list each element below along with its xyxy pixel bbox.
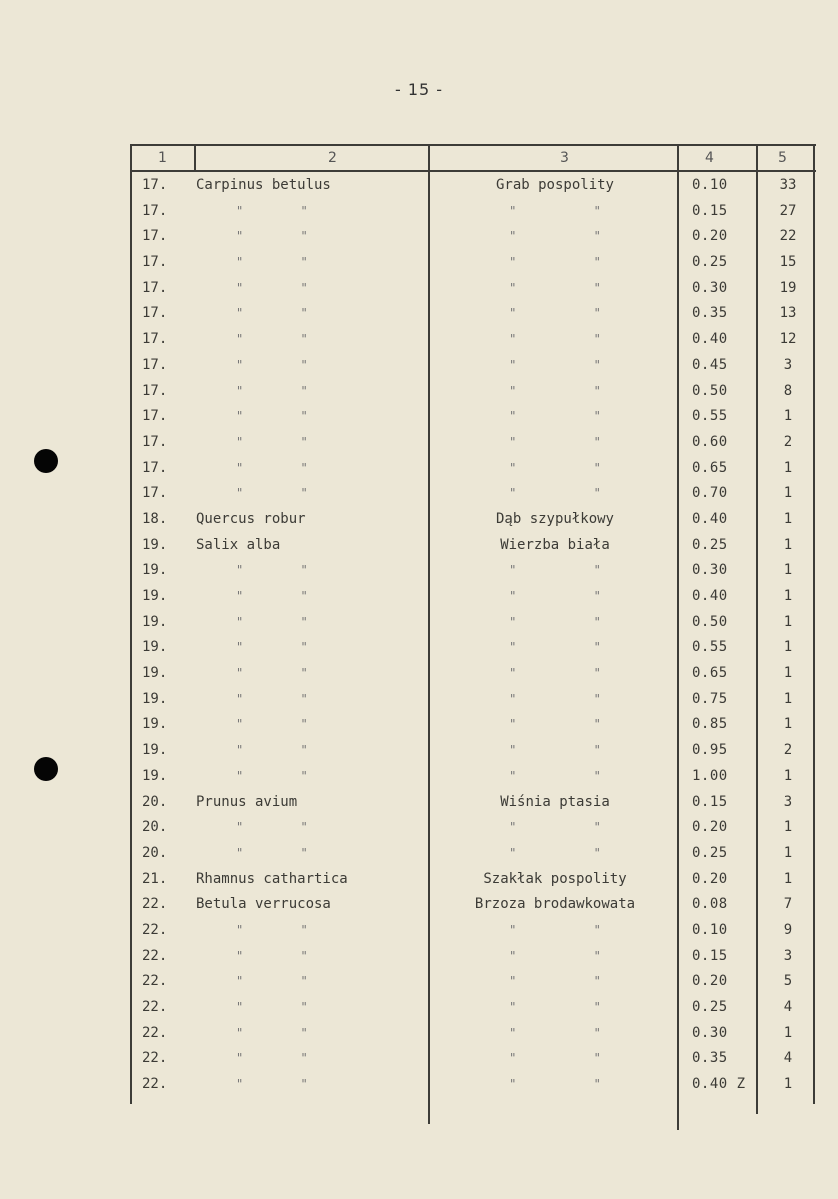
row-number-cell: 17. bbox=[142, 382, 168, 399]
count-cell: 1 bbox=[783, 613, 793, 630]
latin-name-cell: Salix alba bbox=[196, 536, 281, 553]
diameter-cell: 0.75 bbox=[692, 690, 728, 707]
polish-name-ditto-cell: " " bbox=[509, 922, 601, 937]
row-number-cell: 19. bbox=[142, 665, 168, 682]
latin-name-cell: Betula verrucosa bbox=[196, 896, 331, 913]
column-header-4: 4 bbox=[705, 150, 714, 166]
polish-name-ditto-cell: " " bbox=[509, 486, 601, 501]
diameter-cell: 0.35 bbox=[692, 305, 728, 322]
count-cell: 7 bbox=[783, 896, 793, 913]
polish-name-ditto-cell: " " bbox=[509, 357, 601, 372]
diameter-cell: 0.20 bbox=[692, 819, 728, 836]
latin-name-ditto-cell: " " bbox=[236, 486, 308, 501]
diameter-cell: 0.40 bbox=[692, 331, 728, 348]
latin-name-ditto-cell: " " bbox=[236, 691, 308, 706]
row-number-cell: 20. bbox=[142, 844, 168, 861]
count-cell: 1 bbox=[783, 536, 793, 553]
polish-name-ditto-cell: " " bbox=[509, 332, 601, 347]
polish-name-ditto-cell: " " bbox=[509, 691, 601, 706]
table-row bbox=[0, 481, 838, 507]
table-row bbox=[0, 995, 838, 1021]
row-number-cell: 22. bbox=[142, 921, 168, 938]
row-number-cell: 19. bbox=[142, 613, 168, 630]
polish-name-cell: Brzoza brodawkowata bbox=[474, 896, 636, 913]
count-cell: 1 bbox=[783, 844, 793, 861]
count-cell: 19 bbox=[779, 279, 797, 296]
count-cell: 22 bbox=[779, 228, 797, 245]
table-top-border bbox=[130, 144, 816, 146]
count-cell: 1 bbox=[783, 665, 793, 682]
count-cell: 9 bbox=[783, 921, 793, 938]
latin-name-ditto-cell: " " bbox=[236, 922, 308, 937]
latin-name-ditto-cell: " " bbox=[236, 357, 308, 372]
table-row bbox=[0, 507, 838, 533]
latin-name-ditto-cell: " " bbox=[236, 820, 308, 835]
table-row bbox=[0, 456, 838, 482]
count-cell: 1 bbox=[783, 408, 793, 425]
polish-name-cell: Grab pospolity bbox=[495, 177, 614, 193]
latin-name-ditto-cell: " " bbox=[236, 434, 308, 449]
diameter-cell: 0.15 bbox=[692, 202, 728, 219]
latin-name-ditto-cell: " " bbox=[236, 666, 308, 681]
latin-name-ditto-cell: " " bbox=[236, 743, 308, 758]
table-row bbox=[0, 533, 838, 559]
polish-name-ditto-cell: " " bbox=[509, 383, 601, 398]
row-number-cell: 18. bbox=[142, 510, 168, 527]
column-header-1: 1 bbox=[158, 150, 167, 166]
diameter-cell: 0.50 bbox=[692, 382, 728, 399]
polish-name-ditto-cell: " " bbox=[509, 1025, 601, 1040]
row-number-cell: 17. bbox=[142, 228, 168, 245]
diameter-cell: 0.25 bbox=[692, 254, 728, 271]
diameter-cell: 0.08 bbox=[692, 896, 728, 913]
row-number-cell: 19. bbox=[142, 742, 168, 759]
diameter-cell: 0.70 bbox=[692, 485, 728, 502]
latin-name-ditto-cell: " " bbox=[236, 589, 308, 603]
latin-name-cell: Quercus robur bbox=[196, 510, 306, 527]
diameter-cell: 0.55 bbox=[692, 639, 728, 656]
table-row bbox=[0, 1021, 838, 1047]
row-number-cell: 22. bbox=[142, 896, 168, 913]
count-cell: 2 bbox=[783, 742, 793, 759]
table-row bbox=[0, 404, 838, 430]
polish-name-ditto-cell: " " bbox=[509, 229, 601, 244]
diameter-cell: 0.25 bbox=[692, 536, 728, 553]
polish-name-ditto-cell: " " bbox=[509, 1077, 601, 1092]
latin-name-ditto-cell: " " bbox=[236, 563, 308, 578]
row-number-cell: 22. bbox=[142, 947, 168, 964]
table-body bbox=[0, 173, 838, 1098]
polish-name-ditto-cell: " " bbox=[509, 434, 601, 449]
table-row bbox=[0, 276, 838, 302]
count-cell: 1 bbox=[783, 1024, 793, 1041]
latin-name-ditto-cell: " " bbox=[236, 768, 308, 783]
table-row bbox=[0, 250, 838, 276]
latin-name-ditto-cell: " " bbox=[236, 383, 308, 398]
latin-name-ditto-cell: " " bbox=[236, 255, 308, 270]
row-number-cell: 17. bbox=[142, 202, 168, 219]
table-row bbox=[0, 584, 838, 610]
latin-name-ditto-cell: " " bbox=[236, 974, 308, 989]
row-number-cell: 19. bbox=[142, 588, 168, 604]
latin-name-ditto-cell: " " bbox=[236, 614, 308, 629]
row-number-cell: 22. bbox=[142, 999, 168, 1015]
polish-name-ditto-cell: " " bbox=[509, 640, 601, 655]
diameter-cell: 0.25 bbox=[692, 844, 728, 861]
row-number-cell: 22. bbox=[142, 1024, 168, 1041]
table-row bbox=[0, 301, 838, 327]
count-cell: 1 bbox=[783, 459, 793, 476]
count-cell: 1 bbox=[783, 819, 793, 836]
polish-name-cell: Szakłak pospolity bbox=[483, 870, 627, 887]
count-cell: 13 bbox=[779, 305, 797, 322]
table-row bbox=[0, 712, 838, 738]
row-number-cell: 17. bbox=[142, 485, 168, 502]
latin-name-ditto-cell: " " bbox=[236, 1000, 308, 1014]
column-header-5: 5 bbox=[778, 150, 787, 166]
polish-name-ditto-cell: " " bbox=[509, 845, 601, 860]
polish-name-ditto-cell: " " bbox=[509, 255, 601, 270]
row-number-cell: 17. bbox=[142, 331, 168, 348]
latin-name-ditto-cell: " " bbox=[236, 280, 308, 295]
table-row bbox=[0, 892, 838, 918]
polish-name-ditto-cell: " " bbox=[509, 306, 601, 321]
polish-name-cell: Wiśnia ptasia bbox=[500, 793, 610, 810]
column-header-3: 3 bbox=[560, 150, 569, 166]
count-cell: 1 bbox=[783, 870, 793, 887]
column-divider-1-2 bbox=[194, 144, 196, 172]
diameter-cell: 0.40 bbox=[692, 510, 728, 527]
count-cell: 15 bbox=[779, 254, 797, 271]
table-row bbox=[0, 687, 838, 713]
row-number-cell: 21. bbox=[142, 870, 168, 887]
count-cell: 1 bbox=[783, 716, 793, 733]
count-cell: 27 bbox=[779, 202, 797, 219]
count-cell: 3 bbox=[783, 793, 793, 810]
polish-name-cell: Wierzba biała bbox=[500, 536, 610, 553]
polish-name-ditto-cell: " " bbox=[509, 614, 601, 629]
table-row bbox=[0, 661, 838, 687]
latin-name-cell: Prunus avium bbox=[196, 793, 298, 810]
diameter-cell: 0.40 bbox=[692, 588, 728, 604]
diameter-cell: 0.95 bbox=[692, 742, 728, 759]
row-number-cell: 17. bbox=[142, 459, 168, 476]
polish-name-ditto-cell: " " bbox=[509, 203, 601, 218]
polish-name-ditto-cell: " " bbox=[509, 743, 601, 758]
table-row bbox=[0, 867, 838, 893]
latin-name-ditto-cell: " " bbox=[236, 229, 308, 244]
column-header-2: 2 bbox=[328, 150, 337, 166]
polish-name-ditto-cell: " " bbox=[509, 1000, 601, 1014]
diameter-cell: 0.10 bbox=[692, 921, 728, 938]
row-number-cell: 17. bbox=[142, 356, 168, 373]
diameter-cell: 0.25 bbox=[692, 999, 728, 1015]
table-row bbox=[0, 764, 838, 790]
polish-name-ditto-cell: " " bbox=[509, 717, 601, 732]
polish-name-ditto-cell: " " bbox=[509, 563, 601, 578]
latin-name-ditto-cell: " " bbox=[236, 1077, 308, 1092]
latin-name-ditto-cell: " " bbox=[236, 640, 308, 655]
diameter-cell: 0.65 bbox=[692, 665, 728, 682]
row-number-cell: 17. bbox=[142, 279, 168, 296]
polish-name-ditto-cell: " " bbox=[509, 409, 601, 424]
count-cell: 3 bbox=[783, 356, 793, 373]
table-row bbox=[0, 841, 838, 867]
diameter-cell: 0.85 bbox=[692, 716, 728, 733]
table-row bbox=[0, 353, 838, 379]
row-number-cell: 22. bbox=[142, 1050, 168, 1067]
row-number-cell: 22. bbox=[142, 973, 168, 990]
table-row bbox=[0, 969, 838, 995]
count-cell: 33 bbox=[779, 177, 797, 193]
table-row bbox=[0, 635, 838, 661]
count-cell: 1 bbox=[783, 767, 793, 784]
polish-name-ditto-cell: " " bbox=[509, 589, 601, 603]
latin-name-ditto-cell: " " bbox=[236, 332, 308, 347]
diameter-cell: 0.20 bbox=[692, 870, 728, 887]
latin-name-ditto-cell: " " bbox=[236, 460, 308, 475]
count-cell: 3 bbox=[783, 947, 793, 964]
count-cell: 1 bbox=[783, 690, 793, 707]
latin-name-cell: Rhamnus cathartica bbox=[196, 870, 348, 887]
diameter-cell: 0.60 bbox=[692, 433, 728, 450]
row-number-cell: 19. bbox=[142, 716, 168, 733]
table-row bbox=[0, 224, 838, 250]
row-number-cell: 17. bbox=[142, 305, 168, 322]
diameter-cell: 1.00 bbox=[692, 767, 728, 784]
latin-name-ditto-cell: " " bbox=[236, 845, 308, 860]
row-number-cell: 20. bbox=[142, 793, 168, 810]
table-row bbox=[0, 1046, 838, 1072]
diameter-cell: 0.55 bbox=[692, 408, 728, 425]
diameter-cell: 0.30 bbox=[692, 1024, 728, 1041]
latin-name-ditto-cell: " " bbox=[236, 306, 308, 321]
count-cell: 1 bbox=[783, 485, 793, 502]
polish-name-ditto-cell: " " bbox=[509, 768, 601, 783]
row-number-cell: 17. bbox=[142, 177, 168, 193]
row-number-cell: 17. bbox=[142, 433, 168, 450]
table-row bbox=[0, 610, 838, 636]
diameter-cell: 0.15 bbox=[692, 793, 728, 810]
table-row bbox=[0, 379, 838, 405]
table-row bbox=[0, 944, 838, 970]
table-row bbox=[0, 558, 838, 584]
diameter-cell: 0.40 Z bbox=[692, 1076, 746, 1093]
count-cell: 4 bbox=[783, 1050, 793, 1067]
table-row bbox=[0, 173, 838, 199]
table-row bbox=[0, 327, 838, 353]
table-row bbox=[0, 738, 838, 764]
latin-name-ditto-cell: " " bbox=[236, 948, 308, 963]
row-number-cell: 17. bbox=[142, 408, 168, 425]
count-cell: 1 bbox=[783, 1076, 793, 1093]
latin-name-ditto-cell: " " bbox=[236, 717, 308, 732]
count-cell: 1 bbox=[783, 639, 793, 656]
page-number: - 15 - bbox=[394, 80, 444, 99]
latin-name-cell: Carpinus betulus bbox=[196, 177, 331, 193]
diameter-cell: 0.20 bbox=[692, 228, 728, 245]
latin-name-ditto-cell: " " bbox=[236, 1025, 308, 1040]
polish-name-cell: Dąb szypułkowy bbox=[495, 510, 614, 527]
polish-name-ditto-cell: " " bbox=[509, 1051, 601, 1066]
count-cell: 1 bbox=[783, 510, 793, 527]
latin-name-ditto-cell: " " bbox=[236, 1051, 308, 1066]
count-cell: 1 bbox=[783, 562, 793, 579]
count-cell: 12 bbox=[779, 331, 797, 348]
diameter-cell: 0.10 bbox=[692, 177, 728, 193]
row-number-cell: 19. bbox=[142, 690, 168, 707]
diameter-cell: 0.20 bbox=[692, 973, 728, 990]
polish-name-ditto-cell: " " bbox=[509, 666, 601, 681]
count-cell: 5 bbox=[783, 973, 793, 990]
diameter-cell: 0.35 bbox=[692, 1050, 728, 1067]
polish-name-ditto-cell: " " bbox=[509, 280, 601, 295]
row-number-cell: 19. bbox=[142, 767, 168, 784]
row-number-cell: 19. bbox=[142, 562, 168, 579]
diameter-cell: 0.65 bbox=[692, 459, 728, 476]
header-bottom-border bbox=[130, 170, 816, 172]
count-cell: 8 bbox=[783, 382, 793, 399]
count-cell: 1 bbox=[783, 588, 793, 604]
table-row bbox=[0, 918, 838, 944]
polish-name-ditto-cell: " " bbox=[509, 974, 601, 989]
table-row bbox=[0, 790, 838, 816]
table-row bbox=[0, 815, 838, 841]
row-number-cell: 22. bbox=[142, 1076, 168, 1093]
diameter-cell: 0.30 bbox=[692, 562, 728, 579]
row-number-cell: 20. bbox=[142, 819, 168, 836]
row-number-cell: 19. bbox=[142, 536, 168, 553]
latin-name-ditto-cell: " " bbox=[236, 203, 308, 218]
count-cell: 2 bbox=[783, 433, 793, 450]
table-row bbox=[0, 199, 838, 225]
diameter-cell: 0.45 bbox=[692, 356, 728, 373]
polish-name-ditto-cell: " " bbox=[509, 948, 601, 963]
table-row bbox=[0, 1072, 838, 1098]
latin-name-ditto-cell: " " bbox=[236, 409, 308, 424]
count-cell: 4 bbox=[783, 999, 793, 1015]
diameter-cell: 0.15 bbox=[692, 947, 728, 964]
table-row bbox=[0, 430, 838, 456]
diameter-cell: 0.50 bbox=[692, 613, 728, 630]
row-number-cell: 17. bbox=[142, 254, 168, 271]
diameter-cell: 0.30 bbox=[692, 279, 728, 296]
polish-name-ditto-cell: " " bbox=[509, 820, 601, 835]
row-number-cell: 19. bbox=[142, 639, 168, 656]
polish-name-ditto-cell: " " bbox=[509, 460, 601, 475]
